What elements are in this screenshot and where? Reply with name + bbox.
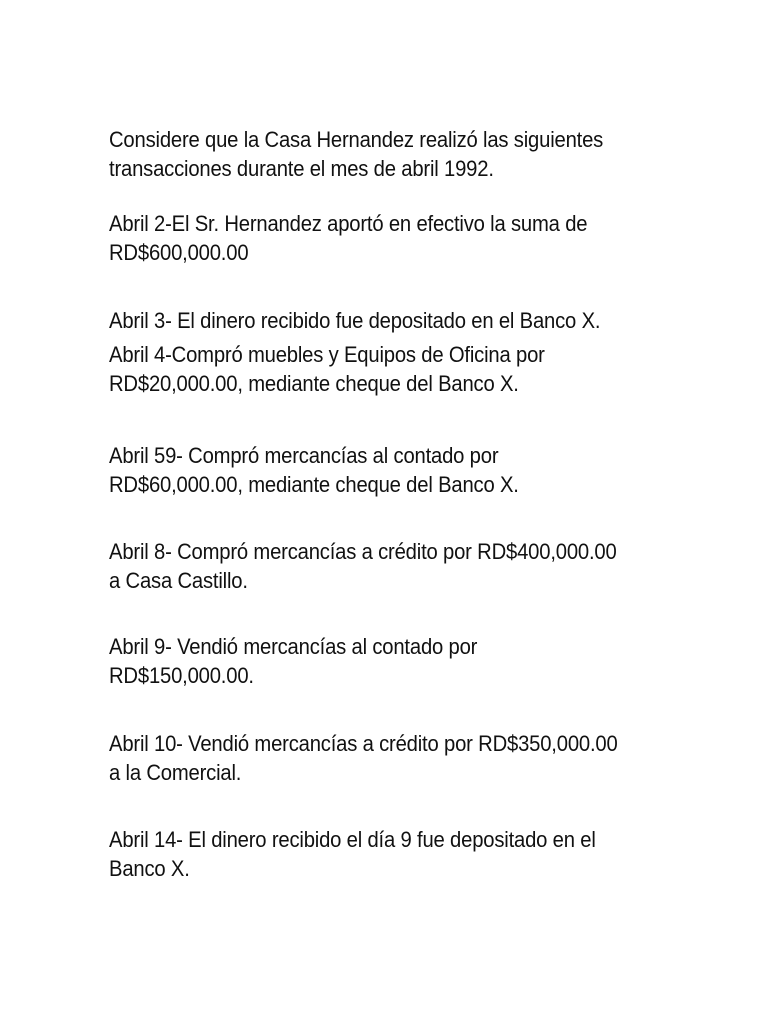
transaction-item: Abril 59- Compró mercancías al contado por RD$60,000.00, mediante cheque del Banco X. bbox=[109, 443, 519, 497]
transaction-item: Abril 2-El Sr. Hernandez aportó en efectivo la suma de RD$600,000.00 bbox=[109, 211, 588, 265]
transaction-item: Abril 14- El dinero recibido el día 9 fue depositado en el Banco X. bbox=[109, 827, 596, 881]
transaction-item: Abril 3- El dinero recibido fue depositado en el Banco X. bbox=[109, 308, 601, 333]
transaction-item: Abril 9- Vendió mercancías al contado por RD$150,000.00. bbox=[109, 634, 478, 688]
transaction-item: Abril 10- Vendió mercancías a crédito por RD$350,000.00 a la Comercial. bbox=[109, 731, 618, 785]
transaction-item: Abril 8- Compró mercancías a crédito por RD$400,000.00 a Casa Castillo. bbox=[109, 539, 617, 593]
intro-paragraph: Considere que la Casa Hernandez realizó las siguientes transacciones durante el mes de abril 1992. bbox=[109, 127, 604, 181]
transaction-item: Abril 4-Compró muebles y Equipos de Oficina por RD$20,000.00, mediante cheque del Banco X. bbox=[109, 342, 545, 396]
